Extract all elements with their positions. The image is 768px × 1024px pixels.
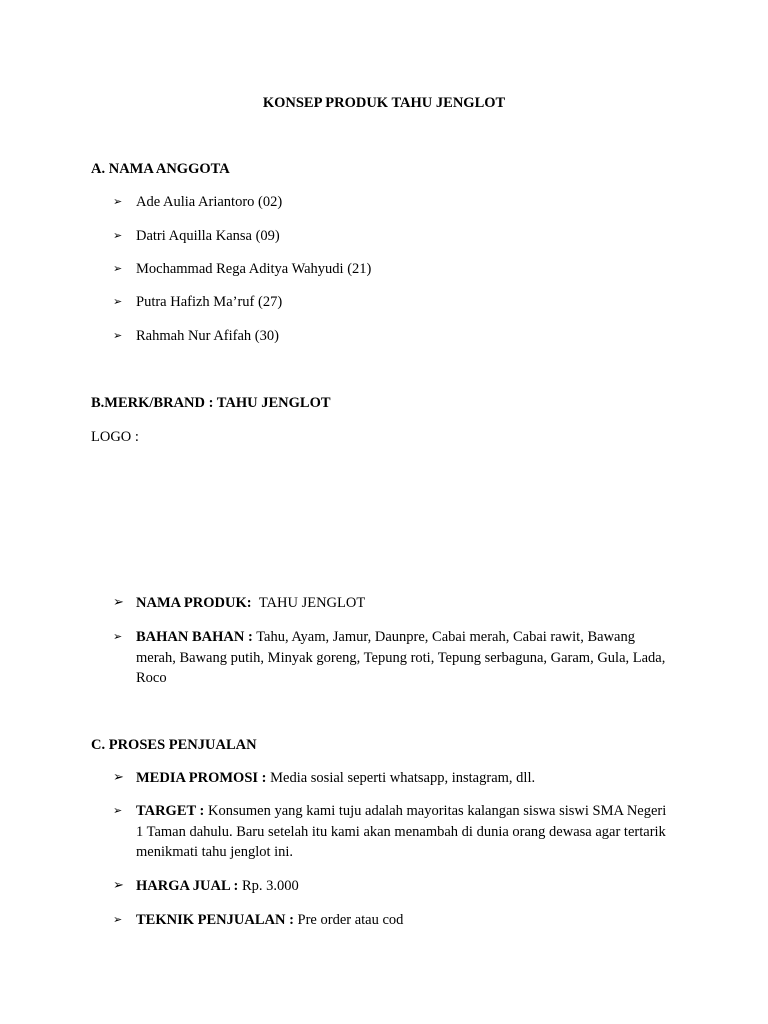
member-list-item [113, 326, 673, 347]
member-list-item [113, 192, 673, 213]
teknik-label: TEKNIK PENJUALAN : [136, 912, 294, 928]
nama-produk-item [113, 593, 673, 614]
bahan-value: Tahu, Ayam, Jamur, Daunpre, Cabai merah, Cabai rawit, Bawang merah, Bawang putih, Minyak goreng, Tepung roti, Tepung serbaguna, Garam, Gula, Lada, Roco [136, 629, 666, 686]
target-item [113, 801, 673, 863]
member-list-item [113, 292, 673, 313]
harga-value: Rp. 3.000 [241, 878, 299, 894]
arrow-bullet-icon: ➢ [113, 262, 123, 275]
arrow-bullet-icon: ➢ [113, 770, 124, 785]
member-list-item [113, 226, 673, 247]
media-label: MEDIA PROMOSI : [136, 770, 267, 786]
media-value: Media sosial seperti whatsapp, instagram, dll. [270, 770, 536, 786]
section-c-heading: C. PROSES PENJUALAN [91, 737, 257, 753]
harga-jual-item [113, 876, 673, 897]
member-name: Datri Aquilla Kansa (09) [136, 228, 280, 244]
nama-produk-value: TAHU JENGLOT [258, 595, 366, 611]
arrow-bullet-icon: ➢ [113, 329, 123, 342]
section-b-heading: B.MERK/BRAND : TAHU JENGLOT [91, 395, 331, 411]
arrow-bullet-icon: ➢ [113, 595, 124, 610]
section-a-heading: A. NAMA ANGGOTA [91, 161, 230, 177]
bahan-item [113, 627, 673, 689]
target-value: Konsumen yang kami tuju adalah mayoritas kalangan siswa siswi SMA Negeri 1 Taman dahulu. Baru setelah itu kami akan menambah di dunia orang dewasa agar tertarik menikmati tahu jenglot ini. [136, 803, 667, 860]
target-label: TARGET : [136, 803, 205, 819]
teknik-value: Pre order atau cod [297, 912, 404, 928]
nama-produk-label: NAMA PRODUK: [136, 595, 252, 611]
arrow-bullet-icon: ➢ [113, 913, 123, 926]
member-name: Ade Aulia Ariantoro (02) [136, 194, 283, 210]
harga-label: HARGA JUAL : [136, 878, 239, 894]
arrow-bullet-icon: ➢ [113, 195, 123, 208]
member-name: Rahmah Nur Afifah (30) [136, 328, 279, 344]
media-promosi-item [113, 768, 673, 789]
arrow-bullet-icon: ➢ [113, 229, 123, 242]
teknik-penjualan-item [113, 910, 673, 931]
arrow-bullet-icon: ➢ [113, 295, 123, 308]
member-list-item [113, 259, 673, 280]
logo-label: LOGO : [91, 429, 139, 445]
bahan-label: BAHAN BAHAN : [136, 629, 253, 645]
member-name: Putra Hafizh Ma’ruf (27) [136, 294, 283, 310]
member-name: Mochammad Rega Aditya Wahyudi (21) [136, 261, 372, 277]
arrow-bullet-icon: ➢ [113, 630, 123, 643]
arrow-bullet-icon: ➢ [113, 804, 123, 817]
document-title: KONSEP PRODUK TAHU JENGLOT [262, 95, 506, 111]
arrow-bullet-icon: ➢ [113, 878, 124, 893]
